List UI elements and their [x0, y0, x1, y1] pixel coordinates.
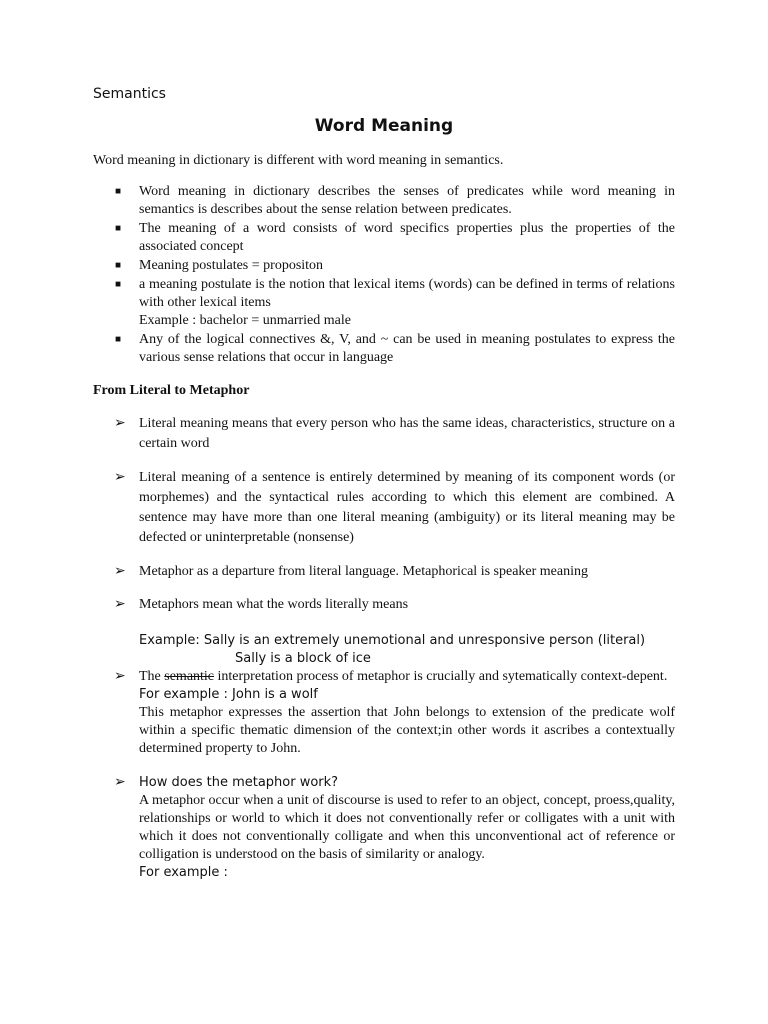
list-item-text: Literal meaning means that every person who has the same ideas, characteristics, structure on a certain word [139, 416, 675, 451]
list-item [93, 562, 675, 582]
section-heading: From Literal to Metaphor [93, 383, 250, 398]
list-item [93, 183, 675, 219]
arrow-bullet-icon: ➢ [114, 416, 126, 431]
list-item [93, 414, 675, 454]
list-item-text [139, 669, 667, 684]
list-item [93, 220, 675, 256]
arrow-bullet-icon: ➢ [114, 775, 126, 790]
example-line: For example : [139, 865, 228, 880]
document-header-label: Semantics [93, 86, 166, 102]
arrow-bullet-icon: ➢ [114, 564, 126, 579]
list-item-text: a meaning postulate is the notion that lexical items (words) can be defined in terms of relations with other lexical items [139, 277, 675, 310]
example-line: Sally is a block of ice [235, 651, 371, 666]
list-item-example: Example : bachelor = unmarried male [139, 313, 351, 328]
list-item [93, 468, 675, 548]
square-bullet-icon: ■ [115, 334, 122, 345]
list-item [93, 331, 675, 367]
example-line: For example : John is a wolf [139, 687, 318, 702]
list-item [93, 257, 675, 275]
square-bullet-icon: ■ [115, 260, 122, 271]
text-fragment: The [139, 669, 165, 684]
bullet-list [93, 183, 675, 368]
arrow-bullet-icon: ➢ [114, 597, 126, 612]
arrow-list [93, 414, 675, 882]
explanation-paragraph: A metaphor occur when a unit of discourse is used to refer to an object, concept, proess,quality, relationships or world to which it does not conventionally refer or colligates with a unit with which it does not conventionally colligate and when this unconventional act of reference or colligation is understood on the basis of similarity or analogy. [139, 793, 675, 862]
arrow-bullet-icon: ➢ [114, 669, 126, 684]
struck-text: semantic [164, 669, 215, 684]
square-bullet-icon: ■ [115, 223, 122, 234]
list-item-text: Metaphors mean what the words literally means [139, 597, 409, 612]
page-title: Word Meaning [314, 116, 454, 136]
example-line: Example: Sally is an extremely unemotional and unresponsive person (literal) [139, 633, 646, 648]
square-bullet-icon: ■ [115, 186, 122, 197]
list-item [93, 668, 675, 758]
list-item-text: Word meaning in dictionary describes the senses of predicates while word meaning in semantics is describes about the sense relation between predicates. [139, 184, 675, 217]
list-item-text: Metaphor as a departure from literal language. Metaphorical is speaker meaning [139, 564, 588, 579]
list-item [93, 774, 675, 882]
list-item-text: The meaning of a word consists of word specifics properties plus the properties of the associated concept [139, 221, 675, 254]
explanation-paragraph: This metaphor expresses the assertion that John belongs to extension of the predicate wolf within a specific thematic dimension of the context;in other words it ascribes a contextually determined property to John. [139, 705, 675, 756]
text-fragment: interpretation process of metaphor is crucially and sytematically context-depent. [214, 669, 668, 684]
intro-paragraph: Word meaning in dictionary is different with word meaning in semantics. [93, 153, 504, 168]
list-item-text: How does the metaphor work? [139, 775, 339, 790]
list-item-text: Literal meaning of a sentence is entirely determined by meaning of its component words (or morphemes) and the syntactical rules according to which this element are combined. A sentence may have more than one literal meaning (ambiguity) or its literal meaning may be defected or uninterpretable (nonsense) [139, 470, 675, 545]
square-bullet-icon: ■ [115, 279, 122, 290]
list-item-text: Any of the logical connectives &, V, and ~ can be used in meaning postulates to express the various sense relations that occur in language [139, 332, 675, 365]
list-item-text: Meaning postulates = propositon [139, 258, 324, 273]
list-item [93, 276, 675, 330]
arrow-bullet-icon: ➢ [114, 470, 126, 485]
list-item [93, 596, 675, 668]
spacer [139, 614, 675, 632]
